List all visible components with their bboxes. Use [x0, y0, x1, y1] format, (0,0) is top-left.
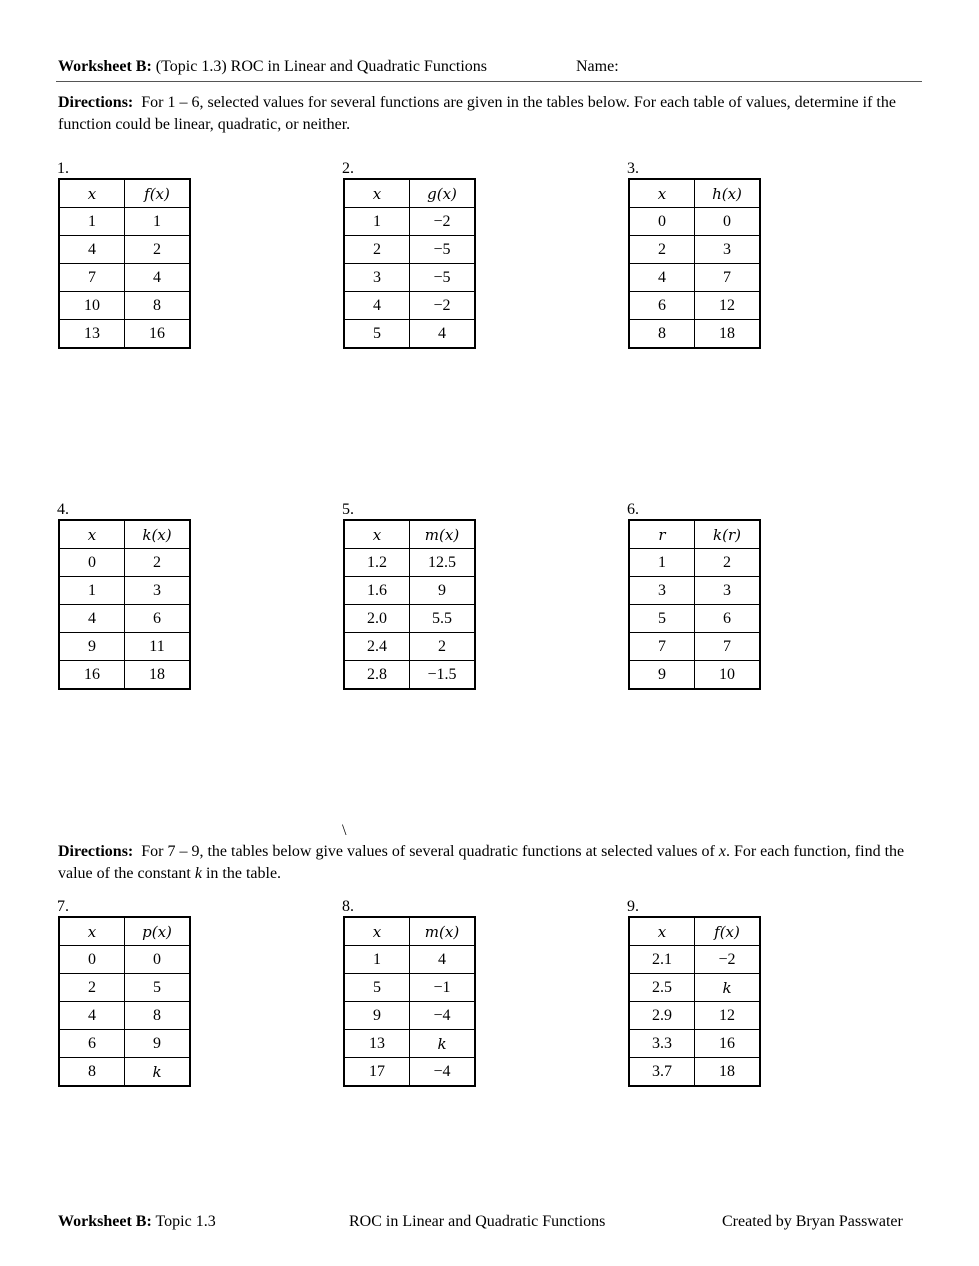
- table-header-cell: x: [344, 179, 410, 208]
- footer-left: [58, 1213, 216, 1231]
- table-header-cell: h(x): [695, 179, 761, 208]
- directions-2-var-x: x: [718, 843, 726, 860]
- table-header-cell: f(x): [695, 917, 761, 946]
- table-cell: 0: [125, 946, 191, 974]
- table-cell: 16: [125, 320, 191, 349]
- table-cell: 7: [695, 633, 761, 661]
- table-cell: 2.4: [344, 633, 410, 661]
- directions-2-text-before: For 7 – 9, the tables below give values of several quadratic functions at selected values of: [141, 843, 715, 860]
- table-cell: 6: [59, 1030, 125, 1058]
- table-row: [59, 1030, 190, 1058]
- worksheet-title: [58, 58, 487, 76]
- table-row: [629, 661, 760, 690]
- table-cell: 1: [344, 208, 410, 236]
- values-table: [628, 519, 761, 690]
- table-row: [344, 633, 475, 661]
- table-cell: 1.6: [344, 577, 410, 605]
- table-cell: 2: [59, 974, 125, 1002]
- table-cell: 0: [59, 946, 125, 974]
- table-cell: 1: [125, 208, 191, 236]
- directions-2-label: Directions:: [58, 843, 134, 860]
- table-row: [629, 633, 760, 661]
- table-cell: 2.9: [629, 1002, 695, 1030]
- table-row: [629, 549, 760, 577]
- table-cell: 9: [59, 633, 125, 661]
- footer-left-bold: Worksheet B:: [58, 1213, 152, 1230]
- table-row: [59, 661, 190, 690]
- table-row: [629, 208, 760, 236]
- table-cell: 2: [125, 549, 191, 577]
- table-cell: 1: [59, 577, 125, 605]
- table-cell: −4: [410, 1058, 476, 1087]
- table-cell: 18: [125, 661, 191, 690]
- table-row: [629, 1030, 760, 1058]
- directions-1: [58, 92, 918, 136]
- table-cell: 12: [695, 292, 761, 320]
- footer-right: Created by Bryan Passwater: [722, 1213, 903, 1230]
- problem-number: 4.: [57, 501, 69, 518]
- table-cell: 9: [629, 661, 695, 690]
- table-cell: 2: [695, 549, 761, 577]
- table-row: [629, 264, 760, 292]
- table-cell: 12: [695, 1002, 761, 1030]
- table-cell: 3: [695, 236, 761, 264]
- worksheet-title-bold: Worksheet B:: [58, 58, 152, 75]
- table-cell: 4: [629, 264, 695, 292]
- table-cell: 3.3: [629, 1030, 695, 1058]
- table-header-cell: x: [629, 179, 695, 208]
- problem-number: 7.: [57, 898, 69, 915]
- problem-number: 2.: [342, 160, 354, 177]
- table-header-cell: m(x): [410, 917, 476, 946]
- table-header-row: [629, 520, 760, 549]
- table-cell: k: [695, 974, 761, 1002]
- table-row: [629, 292, 760, 320]
- values-table: [58, 178, 191, 349]
- table-cell: 0: [629, 208, 695, 236]
- table-cell: 2: [344, 236, 410, 264]
- stray-backslash: \: [342, 822, 347, 839]
- table-header-cell: g(x): [410, 179, 476, 208]
- table-header-cell: x: [59, 917, 125, 946]
- table-cell: 1: [344, 946, 410, 974]
- table-cell: 1: [59, 208, 125, 236]
- table-cell: 4: [410, 946, 476, 974]
- table-cell: 6: [629, 292, 695, 320]
- table-row: [344, 208, 475, 236]
- table-cell: −1.5: [410, 661, 476, 690]
- footer-left-rest: Topic 1.3: [155, 1213, 216, 1230]
- table-row: [629, 974, 760, 1002]
- table-header-row: [59, 179, 190, 208]
- table-row: [59, 1002, 190, 1030]
- table-header-cell: x: [59, 179, 125, 208]
- table-cell: −2: [695, 946, 761, 974]
- values-table: [628, 916, 761, 1087]
- table-cell: 1.2: [344, 549, 410, 577]
- table-cell: 8: [125, 292, 191, 320]
- table-cell: k: [125, 1058, 191, 1087]
- directions-1-label: Directions:: [58, 94, 134, 111]
- directions-2-text-middle: . For each function, find the value of the constant: [58, 843, 905, 882]
- table-cell: 5: [125, 974, 191, 1002]
- table-cell: 5: [344, 320, 410, 349]
- table-cell: 9: [125, 1030, 191, 1058]
- table-header-cell: x: [344, 917, 410, 946]
- table-cell: 0: [59, 549, 125, 577]
- table-row: [344, 549, 475, 577]
- table-cell: 4: [59, 605, 125, 633]
- table-row: [629, 577, 760, 605]
- problem-number: 9.: [627, 898, 639, 915]
- table-header-cell: x: [59, 520, 125, 549]
- directions-2: [58, 841, 918, 885]
- table-row: [59, 1058, 190, 1087]
- table-row: [629, 605, 760, 633]
- table-row: [59, 946, 190, 974]
- table-row: [629, 1002, 760, 1030]
- table-cell: 2.1: [629, 946, 695, 974]
- table-cell: 8: [125, 1002, 191, 1030]
- table-row: [59, 264, 190, 292]
- table-row: [344, 320, 475, 349]
- table-cell: −5: [410, 236, 476, 264]
- table-cell: −1: [410, 974, 476, 1002]
- table-cell: 4: [125, 264, 191, 292]
- table-cell: −4: [410, 1002, 476, 1030]
- table-row: [59, 320, 190, 349]
- problem-number: 5.: [342, 501, 354, 518]
- table-row: [629, 946, 760, 974]
- table-row: [59, 633, 190, 661]
- table-row: [59, 236, 190, 264]
- table-cell: 1: [629, 549, 695, 577]
- table-header-row: [629, 917, 760, 946]
- directions-1-text: For 1 – 6, selected values for several functions are given in the tables below. For each table of values, determine if the function could be linear, quadratic, or neither.: [58, 94, 896, 133]
- table-row: [344, 605, 475, 633]
- table-cell: 8: [59, 1058, 125, 1087]
- problem-number: 1.: [57, 160, 69, 177]
- table-cell: −2: [410, 292, 476, 320]
- table-header-cell: x: [344, 520, 410, 549]
- table-cell: 5: [629, 605, 695, 633]
- table-header-cell: r: [629, 520, 695, 549]
- table-cell: 7: [629, 633, 695, 661]
- table-cell: 9: [344, 1002, 410, 1030]
- table-header-row: [344, 179, 475, 208]
- table-row: [344, 264, 475, 292]
- problem-number: 8.: [342, 898, 354, 915]
- directions-2-var-k: k: [194, 865, 202, 882]
- table-cell: 18: [695, 320, 761, 349]
- table-row: [59, 605, 190, 633]
- values-table: [343, 178, 476, 349]
- table-row: [59, 549, 190, 577]
- table-cell: 2: [629, 236, 695, 264]
- table-row: [344, 236, 475, 264]
- table-header-cell: m(x): [410, 520, 476, 549]
- problem-number: 6.: [627, 501, 639, 518]
- table-cell: 2.8: [344, 661, 410, 690]
- table-cell: 7: [695, 264, 761, 292]
- table-cell: 2: [410, 633, 476, 661]
- table-cell: 17: [344, 1058, 410, 1087]
- table-row: [344, 1058, 475, 1087]
- table-row: [344, 974, 475, 1002]
- table-row: [629, 320, 760, 349]
- table-cell: 10: [59, 292, 125, 320]
- table-row: [629, 236, 760, 264]
- table-cell: −5: [410, 264, 476, 292]
- directions-2-text-after: in the table.: [205, 865, 282, 882]
- table-cell: 6: [125, 605, 191, 633]
- table-cell: 10: [695, 661, 761, 690]
- table-cell: 11: [125, 633, 191, 661]
- table-cell: 2.5: [629, 974, 695, 1002]
- table-header-row: [344, 917, 475, 946]
- table-cell: 12.5: [410, 549, 476, 577]
- table-header-row: [344, 520, 475, 549]
- values-table: [343, 519, 476, 690]
- table-row: [344, 946, 475, 974]
- table-cell: 5: [344, 974, 410, 1002]
- table-cell: 13: [59, 320, 125, 349]
- table-row: [344, 577, 475, 605]
- table-row: [59, 577, 190, 605]
- table-cell: 3: [629, 577, 695, 605]
- footer-center: ROC in Linear and Quadratic Functions: [349, 1213, 606, 1230]
- table-cell: 3: [125, 577, 191, 605]
- values-table: [343, 916, 476, 1087]
- values-table: [58, 519, 191, 690]
- table-header-row: [59, 520, 190, 549]
- table-header-cell: k(x): [125, 520, 191, 549]
- name-label: Name:: [576, 58, 619, 75]
- table-cell: 3.7: [629, 1058, 695, 1087]
- table-row: [629, 1058, 760, 1087]
- table-row: [344, 1002, 475, 1030]
- table-cell: 13: [344, 1030, 410, 1058]
- table-row: [344, 292, 475, 320]
- table-cell: 5.5: [410, 605, 476, 633]
- table-cell: 6: [695, 605, 761, 633]
- header-rule: [56, 81, 922, 82]
- table-cell: 4: [59, 1002, 125, 1030]
- table-cell: 2.0: [344, 605, 410, 633]
- table-row: [344, 1030, 475, 1058]
- table-cell: 16: [695, 1030, 761, 1058]
- table-row: [344, 661, 475, 690]
- table-row: [59, 208, 190, 236]
- table-cell: 0: [695, 208, 761, 236]
- table-cell: 3: [695, 577, 761, 605]
- table-header-cell: f(x): [125, 179, 191, 208]
- table-header-cell: k(r): [695, 520, 761, 549]
- table-cell: −2: [410, 208, 476, 236]
- table-cell: 9: [410, 577, 476, 605]
- table-cell: k: [410, 1030, 476, 1058]
- table-cell: 16: [59, 661, 125, 690]
- worksheet-title-rest: (Topic 1.3) ROC in Linear and Quadratic Functions: [155, 58, 488, 75]
- table-header-cell: x: [629, 917, 695, 946]
- table-row: [59, 292, 190, 320]
- table-cell: 2: [125, 236, 191, 264]
- table-cell: 3: [344, 264, 410, 292]
- table-cell: 4: [59, 236, 125, 264]
- table-cell: 7: [59, 264, 125, 292]
- table-header-row: [59, 917, 190, 946]
- values-table: [58, 916, 191, 1087]
- table-cell: 4: [344, 292, 410, 320]
- table-cell: 4: [410, 320, 476, 349]
- table-cell: 8: [629, 320, 695, 349]
- table-cell: 18: [695, 1058, 761, 1087]
- values-table: [628, 178, 761, 349]
- table-row: [59, 974, 190, 1002]
- problem-number: 3.: [627, 160, 639, 177]
- table-header-row: [629, 179, 760, 208]
- table-header-cell: p(x): [125, 917, 191, 946]
